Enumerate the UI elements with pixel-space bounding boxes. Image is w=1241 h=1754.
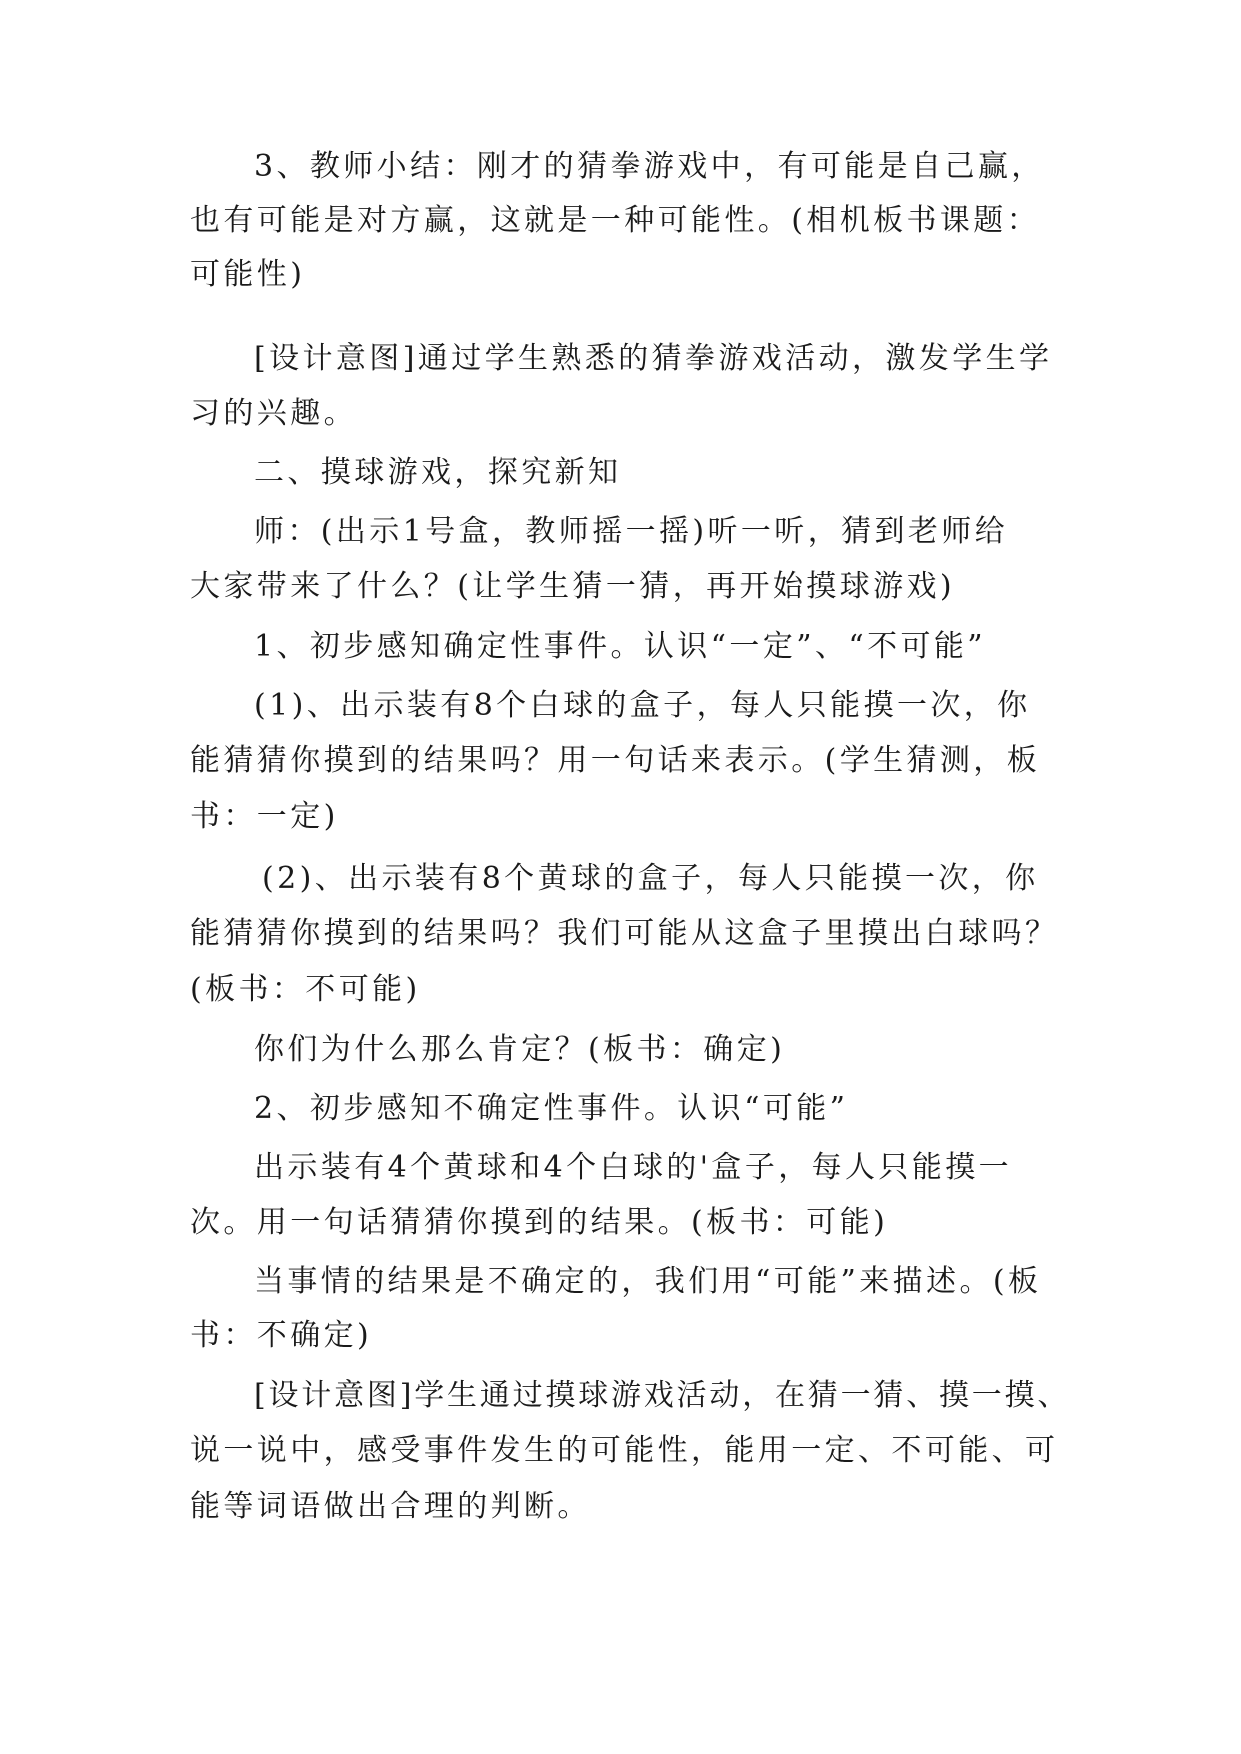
text-line: 出示装有4个黄球和4个白球的'盒子，每人只能摸一 [254,1150,1013,1185]
text-line: (2)、出示装有8个黄球的盒子，每人只能摸一次，你 [262,861,1039,896]
text-line: 当事情的结果是不确定的，我们用“可能”来描述。(板 [254,1264,1042,1299]
text-line: 1、初步感知确定性事件。认识“一定”、“不可能” [254,629,987,664]
text-line: 2、初步感知不确定性事件。认识“可能” [254,1091,849,1126]
text-line: 3、教师小结：刚才的猜拳游戏中，有可能是自己赢， [254,149,1045,184]
section-heading: 二、摸球游戏，探究新知 [254,455,622,490]
text-line: 说一说中，感受事件发生的可能性，能用一定、不可能、可 [190,1433,1059,1468]
text-line: 习的兴趣。 [190,396,357,431]
text-line: 你们为什么那么肯定？(板书：确定) [254,1032,786,1067]
text-line: (1)、出示装有8个白球的盒子，每人只能摸一次，你 [254,688,1031,723]
text-line: [设计意图]学生通过摸球游戏活动，在猜一猜、摸一摸、 [254,1378,1071,1413]
text-line: (板书：不可能) [190,972,421,1007]
text-line: 能猜猜你摸到的结果吗？用一句话来表示。(学生猜测，板 [190,743,1041,778]
text-line: 可能性) [190,257,306,292]
text-line: 也有可能是对方赢，这就是一种可能性。(相机板书课题： [190,203,1041,238]
text-line: 书：不确定) [190,1318,373,1353]
text-line: 书：一定) [190,799,339,834]
text-line: 师：(出示1号盒，教师摇一摇)听一听，猜到老师给 [254,514,1009,549]
text-line: 大家带来了什么？(让学生猜一猜，再开始摸球游戏) [190,569,956,604]
text-line: [设计意图]通过学生熟悉的猜拳游戏活动，激发学生学 [254,341,1053,376]
text-line: 能等词语做出合理的判断。 [190,1489,591,1524]
text-line: 能猜猜你摸到的结果吗？我们可能从这盒子里摸出白球吗？ [190,916,1059,951]
text-line: 次。用一句话猜猜你摸到的结果。(板书：可能) [190,1205,889,1240]
